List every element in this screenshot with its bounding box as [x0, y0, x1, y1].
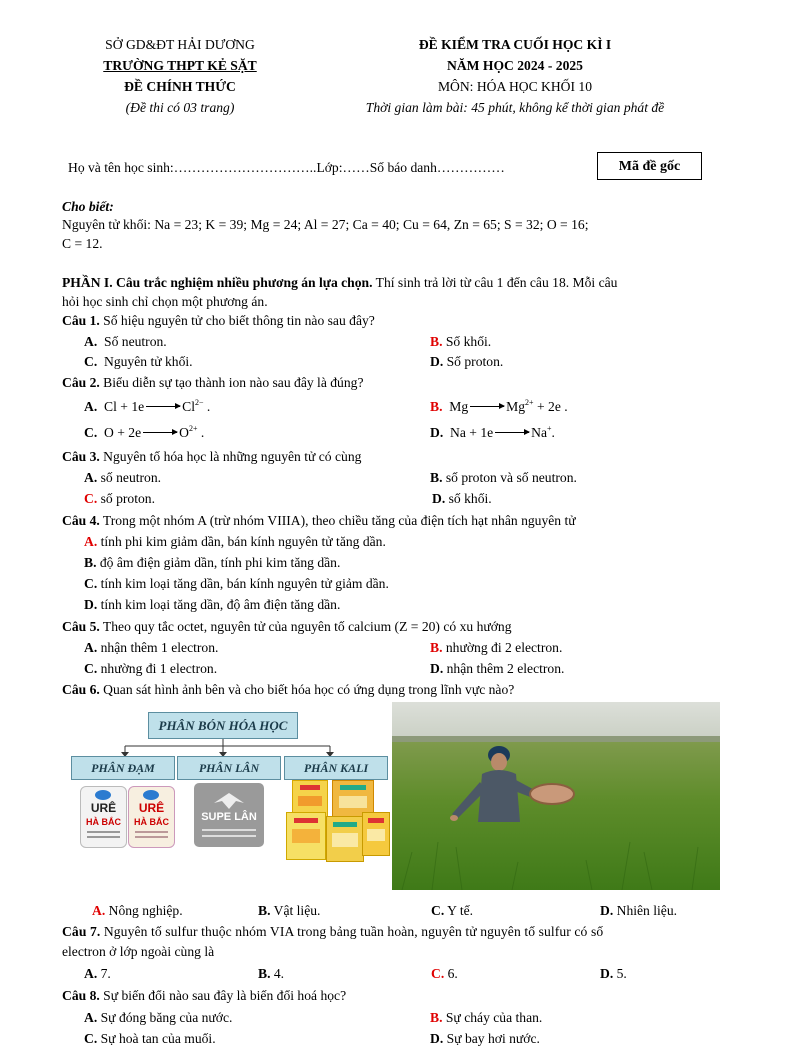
q5-option-b[interactable]: B. nhường đi 2 electron.: [430, 640, 563, 655]
given-heading: Cho biết:: [62, 199, 114, 214]
potash-bag-4: [326, 816, 364, 862]
q4-option-b[interactable]: B. độ âm điện giảm dần, tính phi kim tăng dần.: [84, 555, 341, 570]
official-label: ĐỀ CHÍNH THỨC: [124, 79, 236, 94]
potash-fertilizer-box: PHÂN KALI: [284, 756, 388, 780]
exam-code-box: Mã đề gốc: [597, 152, 702, 180]
reaction-arrow: [143, 432, 177, 433]
question-4: Câu 4. Trong một nhóm A (trừ nhóm VIIIA), theo chiều tăng của điện tích hạt nhân nguyên tử: [62, 513, 576, 528]
q1-option-d[interactable]: D. Số proton.: [430, 354, 504, 369]
reaction-arrow: [495, 432, 529, 433]
pages-note: (Đề thi có 03 trang): [125, 100, 235, 115]
time-note: Thời gian làm bài: 45 phút, không kể thời gian phát đề: [365, 100, 665, 115]
q3-option-d[interactable]: D. số khối.: [432, 491, 492, 506]
q2-option-d[interactable]: D. Na + 1e Na+.: [430, 424, 555, 440]
subject: MÔN: HÓA HỌC KHỐI 10: [437, 79, 593, 94]
q7-option-a[interactable]: A. 7.: [84, 966, 111, 981]
part1-desc: Thí sinh trả lời từ câu 1 đến câu 18. Mỗi câu: [372, 275, 618, 290]
superphosphate-bag: SUPE LÂN: [194, 783, 264, 847]
q2-option-a[interactable]: A. Cl + 1e $Cl^{2-}$ .: [84, 398, 211, 414]
q6-option-c[interactable]: C. Y tế.: [431, 903, 474, 918]
atomic-mass-line2: C = 12.: [62, 236, 103, 251]
q7-option-d[interactable]: D. 5.: [600, 966, 627, 981]
rice-field-photo: [392, 702, 720, 890]
student-info-line: Họ và tên học sinh:…………………………..Lớp:……Số báo danh……………: [68, 160, 505, 175]
atomic-mass-line1: Nguyên tử khối: Na = 23; K = 39; Mg = 24; Al = 27; Ca = 40; Cu = 64, Zn = 65; S = 32; O = 16;: [62, 217, 589, 232]
part1-title: PHẦN I. Câu trắc nghiệm nhiều phương án lựa chọn.: [62, 275, 373, 290]
part1-intro: [62, 275, 617, 291]
urea-bag-2: URÊ HÀ BẮC: [128, 786, 175, 848]
q3-option-a[interactable]: A. số neutron.: [84, 470, 162, 485]
school-name: TRƯỜNG THPT KẺ SẶT: [103, 58, 257, 73]
diagram-title-box: PHÂN BÓN HÓA HỌC: [148, 712, 298, 739]
question-1: Câu 1. Số hiệu nguyên tử cho biết thông tin nào sau đây?: [62, 313, 375, 328]
q8-option-a[interactable]: A. Sự đóng băng của nước.: [84, 1010, 233, 1025]
reaction-arrow: [470, 406, 504, 407]
q4-option-c[interactable]: C. tính kim loại tăng dần, bán kính nguyên tử giảm dần.: [84, 576, 389, 591]
q3-option-b[interactable]: B. số proton và số neutron.: [430, 470, 577, 485]
q6-option-d[interactable]: D. Nhiên liệu.: [600, 903, 678, 918]
logo-icon: [95, 790, 111, 800]
q7-option-b[interactable]: B. 4.: [258, 966, 285, 981]
q5-option-d[interactable]: D. nhận thêm 2 electron.: [430, 661, 565, 676]
part1-desc-2: hỏi học sinh chỉ chọn một phương án.: [62, 294, 268, 309]
question-7: Câu 7. Nguyên tố sulfur thuộc nhóm VIA trong bảng tuần hoàn, nguyên tử nguyên tố sulfur có số: [62, 924, 604, 939]
nitrogen-fertilizer-box: PHÂN ĐẠM: [71, 756, 175, 780]
q7-option-c[interactable]: C. 6.: [431, 966, 458, 981]
phosphate-fertilizer-box: PHÂN LÂN: [177, 756, 281, 780]
question-2: Câu 2. Biểu diễn sự tạo thành ion nào sau đây là đúng?: [62, 375, 364, 390]
school-year: NĂM HỌC 2024 - 2025: [447, 58, 583, 73]
question-3: Câu 3. Nguyên tố hóa học là những nguyên tử có cùng: [62, 449, 362, 464]
q1-option-b[interactable]: B. Số khối.: [430, 334, 492, 349]
question-6: Câu 6. Quan sát hình ảnh bên và cho biết hóa học có ứng dụng trong lĩnh vực nào?: [62, 682, 515, 697]
diagram-connectors: [60, 738, 400, 758]
q6-option-b[interactable]: B. Vật liệu.: [258, 903, 321, 918]
question-8: Câu 8. Sự biến đổi nào sau đây là biến đổi hoá học?: [62, 988, 347, 1003]
potash-bag-5: [362, 812, 390, 856]
question-7-cont: electron ở lớp ngoài cùng là: [62, 944, 215, 959]
q8-option-c[interactable]: C. Sự hoà tan của muối.: [84, 1031, 216, 1046]
logo-icon: [143, 790, 159, 800]
dept-name: SỞ GD&ĐT HẢI DƯƠNG: [105, 37, 255, 52]
urea-bag-1: URÊ HÀ BẮC: [80, 786, 127, 848]
q2-option-c[interactable]: C. O + 2e $O^{2+}$ .: [84, 424, 205, 440]
q3-option-c[interactable]: C. số proton.: [84, 491, 155, 506]
q8-option-d[interactable]: D. Sự bay hơi nước.: [430, 1031, 540, 1046]
exam-title: ĐỀ KIỂM TRA CUỐI HỌC KÌ I: [418, 37, 612, 52]
reaction-arrow: [146, 406, 180, 407]
question-5: Câu 5. Theo quy tắc octet, nguyên tử của nguyên tố calcium (Z = 20) có xu hướng: [62, 619, 512, 634]
q2-option-b[interactable]: B. Mg $Mg^{2+} + 2e$ .: [430, 398, 568, 414]
q4-option-a[interactable]: A. tính phi kim giảm dần, bán kính nguyên tử tăng dần.: [84, 534, 386, 549]
potash-bag-3: [286, 812, 326, 860]
q5-option-c[interactable]: C. nhường đi 1 electron.: [84, 661, 218, 676]
q1-option-c[interactable]: C. Nguyên tử khối.: [84, 354, 193, 369]
q6-option-a[interactable]: A. Nông nghiệp.: [92, 903, 183, 918]
q1-option-a[interactable]: A. Số neutron.: [84, 334, 167, 349]
q4-option-d[interactable]: D. tính kim loại tăng dần, độ âm điện tăng dần.: [84, 597, 341, 612]
q8-option-b[interactable]: B. Sự cháy của than.: [430, 1010, 543, 1025]
q5-option-a[interactable]: A. nhận thêm 1 electron.: [84, 640, 219, 655]
